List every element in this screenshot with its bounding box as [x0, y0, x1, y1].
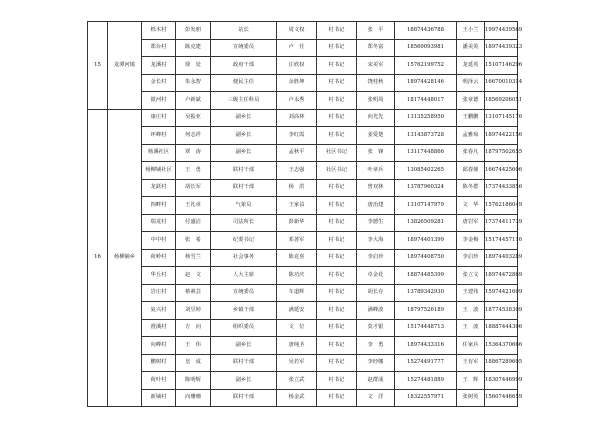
- village-cell: 金长村: [142, 74, 176, 92]
- director-name-cell: 李德生: [357, 214, 395, 232]
- contact-phone-cell: 17374411739: [485, 214, 518, 232]
- secretary-name-cell: 陈克喜: [277, 249, 317, 267]
- director-phone-cell: 18874485399: [395, 267, 457, 285]
- contact-name-cell: 王小兰: [457, 22, 485, 40]
- staff-name-cell: 杨雪兰: [176, 249, 211, 267]
- director-phone-cell: 18974408750: [395, 249, 457, 267]
- staff-role-cell: 纪委书记: [211, 232, 277, 250]
- secretary-role-cell: 村书记: [317, 354, 357, 372]
- contact-name-cell: 李金梅: [457, 232, 485, 250]
- contact-phone-cell: 15762186049: [485, 197, 518, 215]
- staff-name-cell: 张 希: [176, 232, 211, 250]
- secretary-role-cell: 村书记: [317, 57, 357, 75]
- staff-role-cell: 乡镇干部: [211, 302, 277, 320]
- table-row: [88, 57, 518, 75]
- staff-role-cell: 副乡长: [211, 109, 277, 127]
- contact-name-cell: 张春凡: [457, 144, 485, 162]
- staff-name-cell: 向珊珊: [176, 389, 211, 407]
- director-name-cell: 莫才银: [357, 319, 395, 337]
- contact-phone-cell: 15607446659: [485, 389, 518, 407]
- contact-name-cell: 王有军: [457, 354, 485, 372]
- secretary-role-cell: 村书记: [317, 179, 357, 197]
- contact-name-cell: 王建伟: [457, 284, 485, 302]
- contact-phone-cell: 15974421609: [485, 284, 518, 302]
- table-row: [88, 337, 518, 355]
- contact-phone-cell: 18974472869: [485, 267, 518, 285]
- secretary-name-cell: 陈功庆: [277, 267, 317, 285]
- roster-body: [88, 22, 523, 407]
- staff-role-cell: 便民主任: [211, 74, 277, 92]
- contact-name-cell: 张立文: [457, 267, 485, 285]
- director-name-cell: 张明周: [357, 92, 395, 110]
- staff-role-cell: 人大主席: [211, 267, 277, 285]
- staff-name-cell: 皇 成: [176, 354, 211, 372]
- director-name-cell: 赵群成: [357, 372, 395, 390]
- staff-name-cell: 王礼章: [176, 197, 211, 215]
- director-name-cell: 向光先: [357, 109, 395, 127]
- village-cell: 荷叶村: [142, 372, 176, 390]
- secretary-name-cell: 孟秋平: [277, 144, 317, 162]
- contact-phone-cell: 18974403289: [485, 249, 518, 267]
- contact-phone-cell: 18307446999: [485, 372, 518, 390]
- village-cell: 鹏树村: [142, 354, 176, 372]
- secretary-role-cell: 村书记: [317, 22, 357, 40]
- secretary-role-cell: 村书记: [317, 74, 357, 92]
- secretary-name-cell: 卢 任: [277, 39, 317, 57]
- table-row: [88, 319, 518, 337]
- staff-name-cell: 王 勇: [176, 162, 211, 180]
- staff-name-cell: 方 向: [176, 319, 211, 337]
- staff-role-cell: 副乡长: [211, 144, 277, 162]
- director-phone-cell: 18322557971: [395, 389, 457, 407]
- village-cell: 坪峰村: [142, 127, 176, 145]
- director-phone-cell: 18974428146: [395, 74, 457, 92]
- village-cell: 龙跃村: [142, 179, 176, 197]
- staff-role-cell: 政府干部: [211, 57, 277, 75]
- staff-name-cell: 朱永智: [176, 74, 211, 92]
- contact-name-cell: 邱春鼎: [457, 162, 485, 180]
- director-phone-cell: 15762199752: [395, 57, 457, 75]
- table-row: [88, 197, 518, 215]
- staff-role-cell: 三级主任科员: [211, 92, 277, 110]
- table-row: [88, 74, 518, 92]
- table-row: [88, 127, 518, 145]
- staff-name-cell: 吴振亚: [176, 109, 211, 127]
- secretary-name-cell: 李红霞: [277, 127, 317, 145]
- secretary-role-cell: 村书记: [317, 39, 357, 57]
- director-name-cell: 宋美军: [357, 57, 395, 75]
- contact-name-cell: 王 波: [457, 319, 485, 337]
- town-name-cell: 杨柳铺乡: [108, 109, 142, 407]
- director-phone-cell: 18974401399: [395, 232, 457, 250]
- secretary-name-cell: 满延安: [277, 302, 317, 320]
- staff-role-cell: 联村干部: [211, 179, 277, 197]
- table-row: [88, 109, 518, 127]
- director-name-cell: 满峰波: [357, 302, 395, 320]
- contact-name-cell: 潘美英: [457, 39, 485, 57]
- staff-name-cell: 胡长军: [176, 179, 211, 197]
- secretary-name-cell: 刘高林: [277, 109, 317, 127]
- village-cell: 澄溪村: [142, 319, 176, 337]
- table-row: [88, 179, 518, 197]
- staff-role-cell: 社会事务: [211, 249, 277, 267]
- staff-name-cell: 王 伟: [176, 337, 211, 355]
- staff-role-cell: 司法所长: [211, 214, 277, 232]
- village-cell: 银河村: [142, 92, 176, 110]
- contact-name-cell: 张树英: [457, 389, 485, 407]
- director-phone-cell: 18569093981: [395, 39, 457, 57]
- table-row: [88, 232, 518, 250]
- staff-role-cell: 气象员: [211, 197, 277, 215]
- director-phone-cell: 13789342930: [395, 284, 457, 302]
- director-phone-cell: 18174448017: [395, 92, 457, 110]
- secretary-name-cell: 杨金武: [277, 389, 317, 407]
- director-phone-cell: 13826509281: [395, 214, 457, 232]
- table-row: [88, 144, 518, 162]
- contact-phone-cell: 15174457116: [485, 232, 518, 250]
- secretary-role-cell: 村书记: [317, 267, 357, 285]
- village-cell: 瑞龙村: [142, 214, 176, 232]
- village-cell: 杨柳铺社区: [142, 162, 176, 180]
- secretary-role-cell: 村书记: [317, 319, 357, 337]
- village-cell: 新铺村: [142, 389, 176, 407]
- staff-name-cell: 徐 处: [176, 57, 211, 75]
- director-name-cell: 唐治建: [357, 197, 395, 215]
- secretary-name-cell: 邓善军: [277, 232, 317, 250]
- contact-phone-cell: 18974422156: [485, 127, 518, 145]
- village-cell: 荷岭村: [142, 249, 176, 267]
- table-row: [88, 249, 518, 267]
- table-row: [88, 22, 518, 40]
- director-name-cell: 卓金花: [357, 267, 395, 285]
- contact-name-cell: 明泽云: [457, 74, 485, 92]
- director-phone-cell: 13117448866: [395, 144, 457, 162]
- staff-role-cell: 副乡长: [211, 372, 277, 390]
- contact-phone-cell: 18974439323: [485, 39, 518, 57]
- contact-name-cell: 龙延英: [457, 57, 485, 75]
- table-row: [88, 372, 518, 390]
- secretary-role-cell: 村书记: [317, 284, 357, 302]
- director-phone-cell: 13135258950: [395, 109, 457, 127]
- village-cell: 向峰村: [142, 337, 176, 355]
- director-name-cell: 文 洋: [357, 389, 395, 407]
- contact-phone-cell: 18569206051: [485, 92, 518, 110]
- director-name-cell: 姜爱楚: [357, 127, 395, 145]
- contact-phone-cell: 13107145176: [485, 109, 518, 127]
- table-row: [88, 214, 518, 232]
- secretary-role-cell: 村书记: [317, 302, 357, 320]
- village-cell: 华丘村: [142, 267, 176, 285]
- contact-phone-cell: 16670010314: [485, 74, 518, 92]
- contact-phone-cell: 16674425606: [485, 162, 518, 180]
- secretary-role-cell: 村书记: [317, 214, 357, 232]
- town-name-cell: 龙潭河镇: [108, 22, 142, 110]
- secretary-name-cell: 余胜坤: [277, 74, 317, 92]
- table-row: [88, 162, 518, 180]
- secretary-role-cell: 社区书记: [317, 162, 357, 180]
- staff-name-cell: 彭发朋: [176, 22, 211, 40]
- table-row: [88, 389, 518, 407]
- village-cell: 龙溪村: [142, 57, 176, 75]
- director-phone-cell: 18874436788: [395, 22, 457, 40]
- contact-phone-cell: 19974439569: [485, 22, 518, 40]
- secretary-role-cell: 村书记: [317, 92, 357, 110]
- director-name-cell: 李 勇: [357, 337, 395, 355]
- director-name-cell: 张 平: [357, 22, 395, 40]
- staff-role-cell: 宣统委员: [211, 284, 277, 302]
- director-name-cell: 李大海: [357, 232, 395, 250]
- village-cell: 岩庄村: [142, 284, 176, 302]
- staff-name-cell: 陈明辉: [176, 372, 211, 390]
- staff-role-cell: 组织委员: [211, 319, 277, 337]
- group-number-cell: 15: [88, 22, 108, 110]
- staff-role-cell: 副乡长: [211, 127, 277, 145]
- contact-name-cell: 李启珍: [457, 249, 485, 267]
- table-row: [88, 267, 518, 285]
- director-name-cell: 曾双林: [357, 179, 395, 197]
- secretary-name-cell: 车道辉: [277, 284, 317, 302]
- director-phone-cell: 13143873728: [395, 127, 457, 145]
- secretary-role-cell: 村书记: [317, 127, 357, 145]
- secretary-role-cell: 村书记: [317, 389, 357, 407]
- table-row: [88, 92, 518, 110]
- director-phone-cell: 18797526189: [395, 302, 457, 320]
- director-name-cell: 李启珍: [357, 249, 395, 267]
- secretary-role-cell: 村书记: [317, 109, 357, 127]
- staff-role-cell: 副乡长: [211, 337, 277, 355]
- table-row: [88, 39, 518, 57]
- staff-name-cell: 何志祥: [176, 127, 211, 145]
- contact-name-cell: 任家兵: [457, 337, 485, 355]
- secretary-name-cell: 文 位: [277, 319, 317, 337]
- secretary-name-cell: 彭新华: [277, 214, 317, 232]
- staff-name-cell: 覃 涛: [176, 144, 211, 162]
- group-number-cell: 16: [88, 109, 108, 407]
- contact-name-cell: 王鹏鹏: [457, 109, 485, 127]
- director-phone-cell: 18974433316: [395, 337, 457, 355]
- staff-role-cell: 联村干部: [211, 389, 277, 407]
- secretary-name-cell: 王志强: [277, 162, 317, 180]
- village-cell: 杨溪社区: [142, 144, 176, 162]
- contact-name-cell: 孟雅琼: [457, 127, 485, 145]
- secretary-role-cell: 村书记: [317, 197, 357, 215]
- staff-roster-table: [87, 21, 523, 407]
- staff-role-cell: 联村干部: [211, 162, 277, 180]
- director-name-cell: 饶桂秋: [357, 74, 395, 92]
- secretary-name-cell: 汪欣权: [277, 57, 317, 75]
- secretary-role-cell: 村书记: [317, 372, 357, 390]
- secretary-name-cell: 吴若军: [277, 354, 317, 372]
- secretary-name-cell: 周文权: [277, 22, 317, 40]
- secretary-name-cell: 王家益: [277, 197, 317, 215]
- secretary-name-cell: 卢永秀: [277, 92, 317, 110]
- director-name-cell: 叶章兵: [357, 162, 395, 180]
- contact-phone-cell: 15364370666: [485, 337, 518, 355]
- secretary-role-cell: 社区书记: [317, 144, 357, 162]
- secretary-name-cell: 杨 洪: [277, 179, 317, 197]
- village-cell: 栎木村: [142, 22, 176, 40]
- staff-name-cell: 付盛洁: [176, 214, 211, 232]
- director-phone-cell: 15174448713: [395, 319, 457, 337]
- village-cell: 四畔村: [142, 197, 176, 215]
- contact-phone-cell: 15107146296: [485, 57, 518, 75]
- staff-role-cell: 宣统委员: [211, 39, 277, 57]
- director-phone-cell: 13787960324: [395, 179, 457, 197]
- table-row: [88, 284, 518, 302]
- director-phone-cell: 15274491777: [395, 354, 457, 372]
- village-cell: 中中村: [142, 232, 176, 250]
- secretary-name-cell: 唐纯圣: [277, 337, 317, 355]
- contact-name-cell: 陈冬群: [457, 179, 485, 197]
- contact-phone-cell: 18797502655: [485, 144, 518, 162]
- village-cell: 复兴村: [142, 302, 176, 320]
- staff-name-cell: 赵 文: [176, 267, 211, 285]
- director-phone-cell: 13107147979: [395, 197, 457, 215]
- secretary-role-cell: 村书记: [317, 337, 357, 355]
- director-phone-cell: 13085402265: [395, 162, 457, 180]
- director-phone-cell: 15274481889: [395, 372, 457, 390]
- village-cell: 郑台村: [142, 39, 176, 57]
- director-name-cell: 张 锋: [357, 144, 395, 162]
- village-cell: 康庄村: [142, 109, 176, 127]
- contact-phone-cell: 18774538309: [485, 302, 518, 320]
- contact-phone-cell: 18887444306: [485, 319, 518, 337]
- contact-name-cell: 张章德: [457, 92, 485, 110]
- staff-name-cell: 卢新斌: [176, 92, 211, 110]
- table-row: [88, 354, 518, 372]
- contact-name-cell: 唐岩军: [457, 214, 485, 232]
- contact-name-cell: 王 辉: [457, 372, 485, 390]
- secretary-role-cell: 村书记: [317, 232, 357, 250]
- contact-name-cell: 文 华: [457, 197, 485, 215]
- table-row: [88, 302, 518, 320]
- secretary-role-cell: 村书记: [317, 249, 357, 267]
- director-name-cell: 胡长存: [357, 284, 395, 302]
- staff-role-cell: 站长: [211, 22, 277, 40]
- director-name-cell: 李经娜: [357, 354, 395, 372]
- contact-phone-cell: 18867289605: [485, 354, 518, 372]
- director-name-cell: 郑冬富: [357, 39, 395, 57]
- staff-name-cell: 蔡素芸: [176, 284, 211, 302]
- staff-name-cell: 刘昱婷: [176, 302, 211, 320]
- contact-name-cell: 王 波: [457, 302, 485, 320]
- staff-role-cell: 联村干部: [211, 354, 277, 372]
- staff-name-cell: 陈克建: [176, 39, 211, 57]
- secretary-name-cell: 张立武: [277, 372, 317, 390]
- contact-phone-cell: 17374433856: [485, 179, 518, 197]
